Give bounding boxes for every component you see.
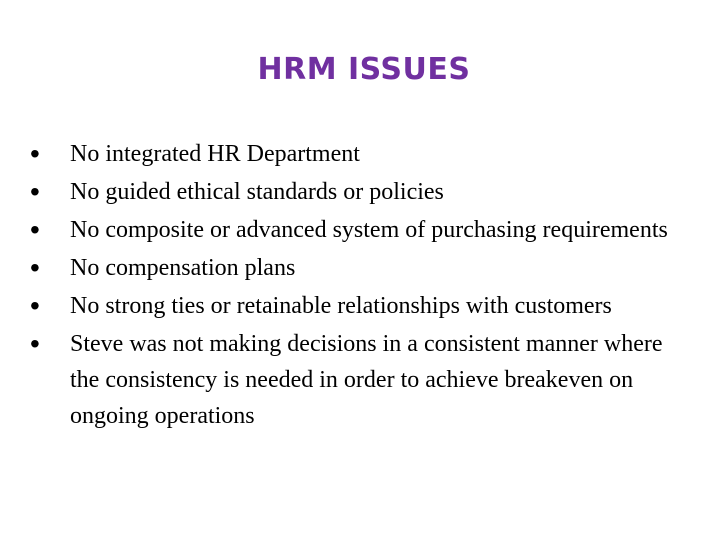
bullet-list xyxy=(30,136,690,436)
bullet-text: Steve was not making decisions in a consistent manner where the consistency is needed in order to achieve breakeven on ongoing operations xyxy=(70,331,663,429)
bullet-text: No composite or advanced system of purchasing requirements xyxy=(70,217,668,243)
bullet-icon: • xyxy=(30,138,40,169)
bullet-item xyxy=(30,212,690,248)
bullet-item xyxy=(30,288,690,324)
bullet-icon: • xyxy=(30,328,40,359)
bullet-icon: • xyxy=(30,252,40,283)
slide-title: HRM ISSUES xyxy=(257,52,471,87)
bullet-text: No compensation plans xyxy=(70,255,296,281)
bullet-icon: • xyxy=(30,176,40,207)
bullet-icon: • xyxy=(30,214,40,245)
bullet-item xyxy=(30,136,690,172)
bullet-icon: • xyxy=(30,290,40,321)
bullet-text: No strong ties or retainable relationships with customers xyxy=(70,293,612,319)
bullet-item xyxy=(30,326,690,434)
bullet-text: No guided ethical standards or policies xyxy=(70,179,444,205)
bullet-item xyxy=(30,250,690,286)
bullet-text: No integrated HR Department xyxy=(70,141,360,167)
bullet-item xyxy=(30,174,690,210)
